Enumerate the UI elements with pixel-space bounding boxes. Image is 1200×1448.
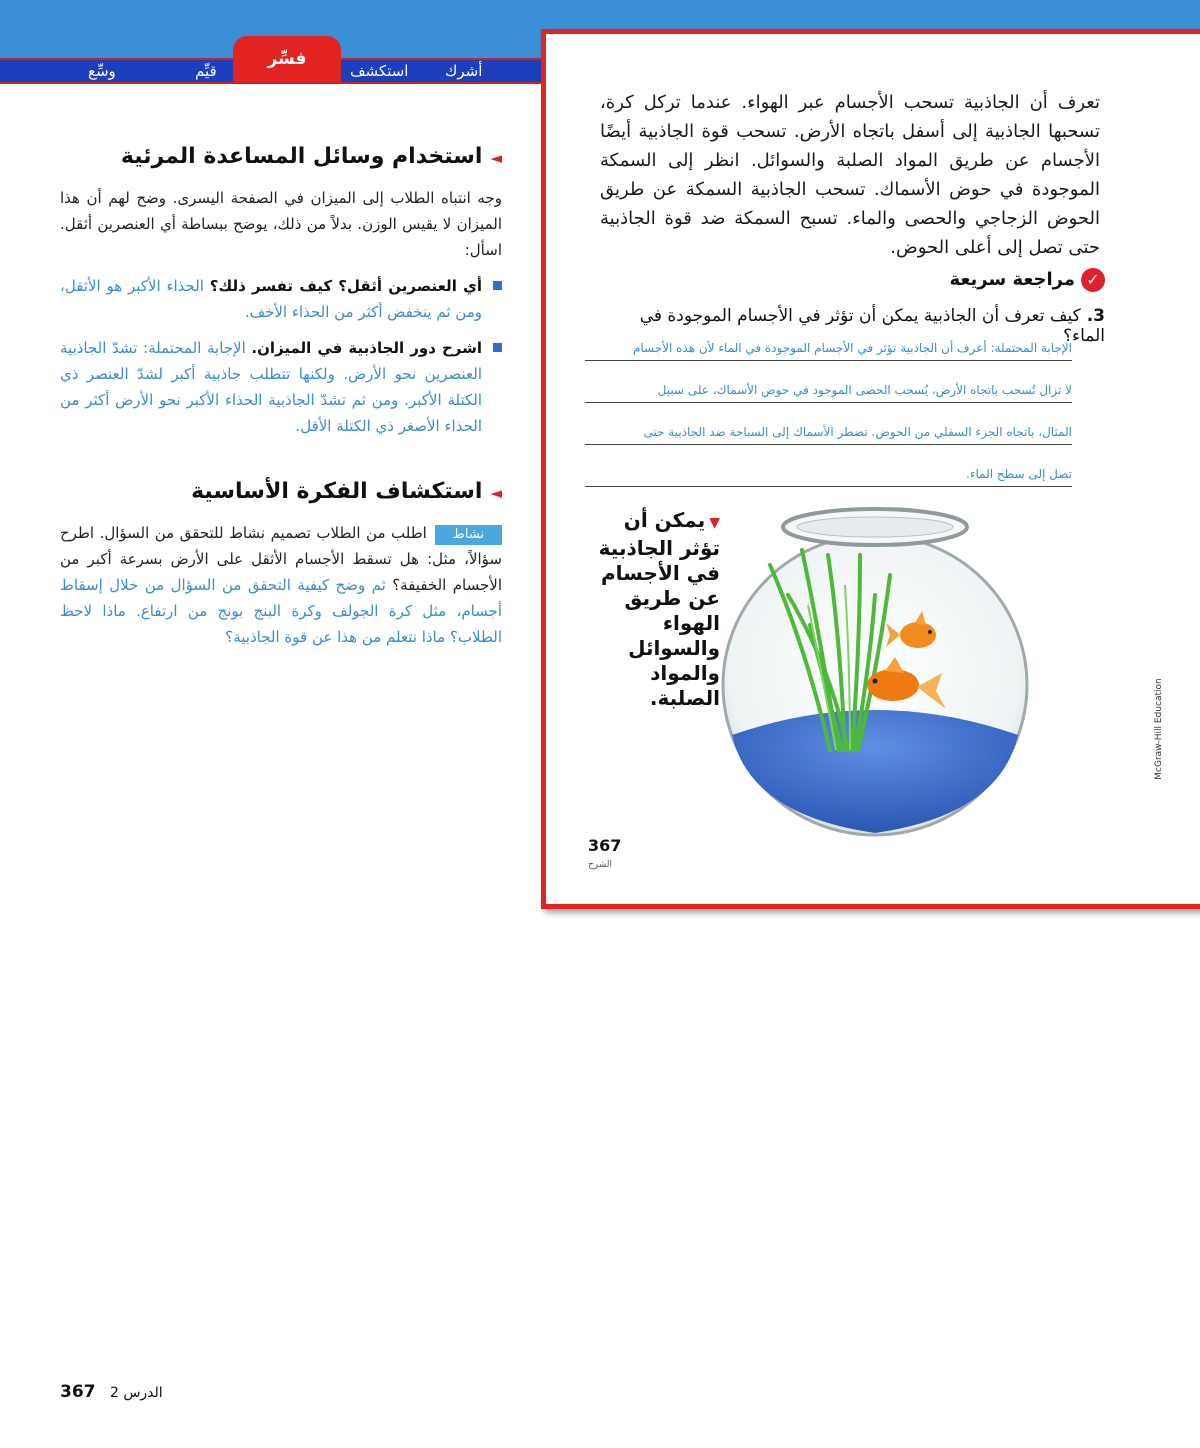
question-number: 3. <box>1086 306 1105 326</box>
tab-engage[interactable]: أشرك <box>445 62 483 80</box>
tab-explain-active[interactable]: فسِّر <box>233 36 341 82</box>
intro-paragraph: وجه انتباه الطلاب إلى الميزان في الصفحة اليسرى. وضح لهم أن هذا الميزان لا يقيس الوزن. بدلاً من ذلك، يوضح ببساطة أي العنصرين أثقل. اسأل: <box>60 189 502 259</box>
photo-caption: ▼يمكن أن تؤثر الجاذبية في الأجسام عن طريق الهواء والسوائل والمواد الصلبة. <box>598 508 720 710</box>
bullet-square-icon <box>493 343 502 352</box>
teacher-notes <box>60 140 502 660</box>
answer-line: لا تزال تُسحب باتجاه الأرض، يُسحب الحصى الموجود في حوض الأسماك، على سبيل <box>585 380 1072 403</box>
header-band-right <box>548 0 1200 30</box>
body-paragraph: تعرف أن الجاذبية تسحب الأجسام عبر الهواء. عندما تركل كرة، تسحبها الجاذبية إلى أسفل باتجاه الأرض. تسحب قوة الجاذبية أيضًا الأجسام عن طريق المواد الصلبة والسوائل. انظر إلى السمكة الموجودة في حوض الأسماك. تسحب الجاذبية السمكة عن طريق الحوض الزجاجي والحصى والماء. تسبح السمكة ضد قوة الجاذبية حتى تصل إلى أعلى الحوض. <box>600 92 1100 258</box>
page-footer <box>60 1382 163 1402</box>
answer-line: تصل إلى سطح الماء. <box>585 464 1072 487</box>
bullet-answer: الحذاء الأكبر هو الأثقل، ومن ثم ينخفض أكثر من الحذاء الأخف. <box>60 277 482 321</box>
activity-badge: نشاط <box>435 525 502 545</box>
footer-page-number: 367 <box>60 1382 96 1402</box>
footer-lesson-label: الدرس <box>123 1385 163 1401</box>
section-title-visual-aids: ◄استخدام وسائل المساعدة المرئية <box>120 144 502 169</box>
quick-review-heading: ✓مراجعة سريعة <box>860 268 1105 300</box>
activity-paragraph: نشاطاطلب من الطلاب تصميم نشاط للتحقق من السؤال. اطرح سؤالاً، مثل: هل تسقط الأجسام الأثقل على الأرض بسرعة أكبر من الأجسام الخفيفة؟ ثم وضح كيفية التحقق من السؤال من خلال إسقاط أجسام، مثل كرة الجولف وكرة البنج بونج من ارتفاع. ماذا لاحظ الطلاب؟ ماذا نتعلم من هذا عن قوة الجاذبية؟ <box>60 524 502 646</box>
tab-explore[interactable]: استكشف <box>350 62 409 80</box>
triangle-down-icon: ▼ <box>709 515 720 531</box>
tab-evaluate[interactable]: قيِّم <box>195 62 217 80</box>
bullet-answer: الإجابة المحتملة: تشدّ الجاذبية العنصرين نحو الأرض. ولكنها تتطلب جاذبية أكبر لشدّ العنصر ذي الكتلة الأكبر. ومن ثم تشدّ الجاذبية الحذاء الأكبر نحو الأرض أكثر من الحذاء الأصغر ذي الكتلة الأقل. <box>60 339 482 435</box>
bullet-question: اشرح دور الجاذبية في الميزان. <box>251 339 482 357</box>
page-number: 367 <box>588 836 622 855</box>
tab-extend[interactable]: وسِّع <box>88 62 116 80</box>
bullet-square-icon <box>493 281 502 290</box>
answer-line: المثال، باتجاه الجزء السفلي من الحوض. تضطر الأسماك إلى السباحة ضد الجاذبية حتى <box>585 422 1072 445</box>
list-item <box>60 335 502 439</box>
arrow-left-icon: ◄ <box>490 149 502 167</box>
fishbowl-image <box>710 495 1040 840</box>
check-icon: ✓ <box>1081 268 1105 292</box>
review-question: 3.كيف تعرف أن الجاذبية يمكن أن تؤثر في الأجسام الموجودة في الماء؟ <box>639 306 1105 346</box>
arrow-left-icon: ◄ <box>490 484 502 502</box>
answer-line: الإجابة المحتملة: أعرف أن الجاذبية تؤثر في الأجسام الموجودة في الماء لأن هذه الأجسام <box>585 338 1072 361</box>
footer-lesson-number: 2 <box>109 1385 119 1401</box>
bullet-question: أي العنصرين أثقل؟ كيف تفسر ذلك؟ <box>209 277 482 295</box>
page-label: الشرح <box>588 860 613 870</box>
photo-credit: McGraw-Hill Education <box>1154 678 1164 780</box>
section-title-main-idea: ◄استكشاف الفكرة الأساسية <box>191 479 502 504</box>
list-item <box>60 273 502 325</box>
